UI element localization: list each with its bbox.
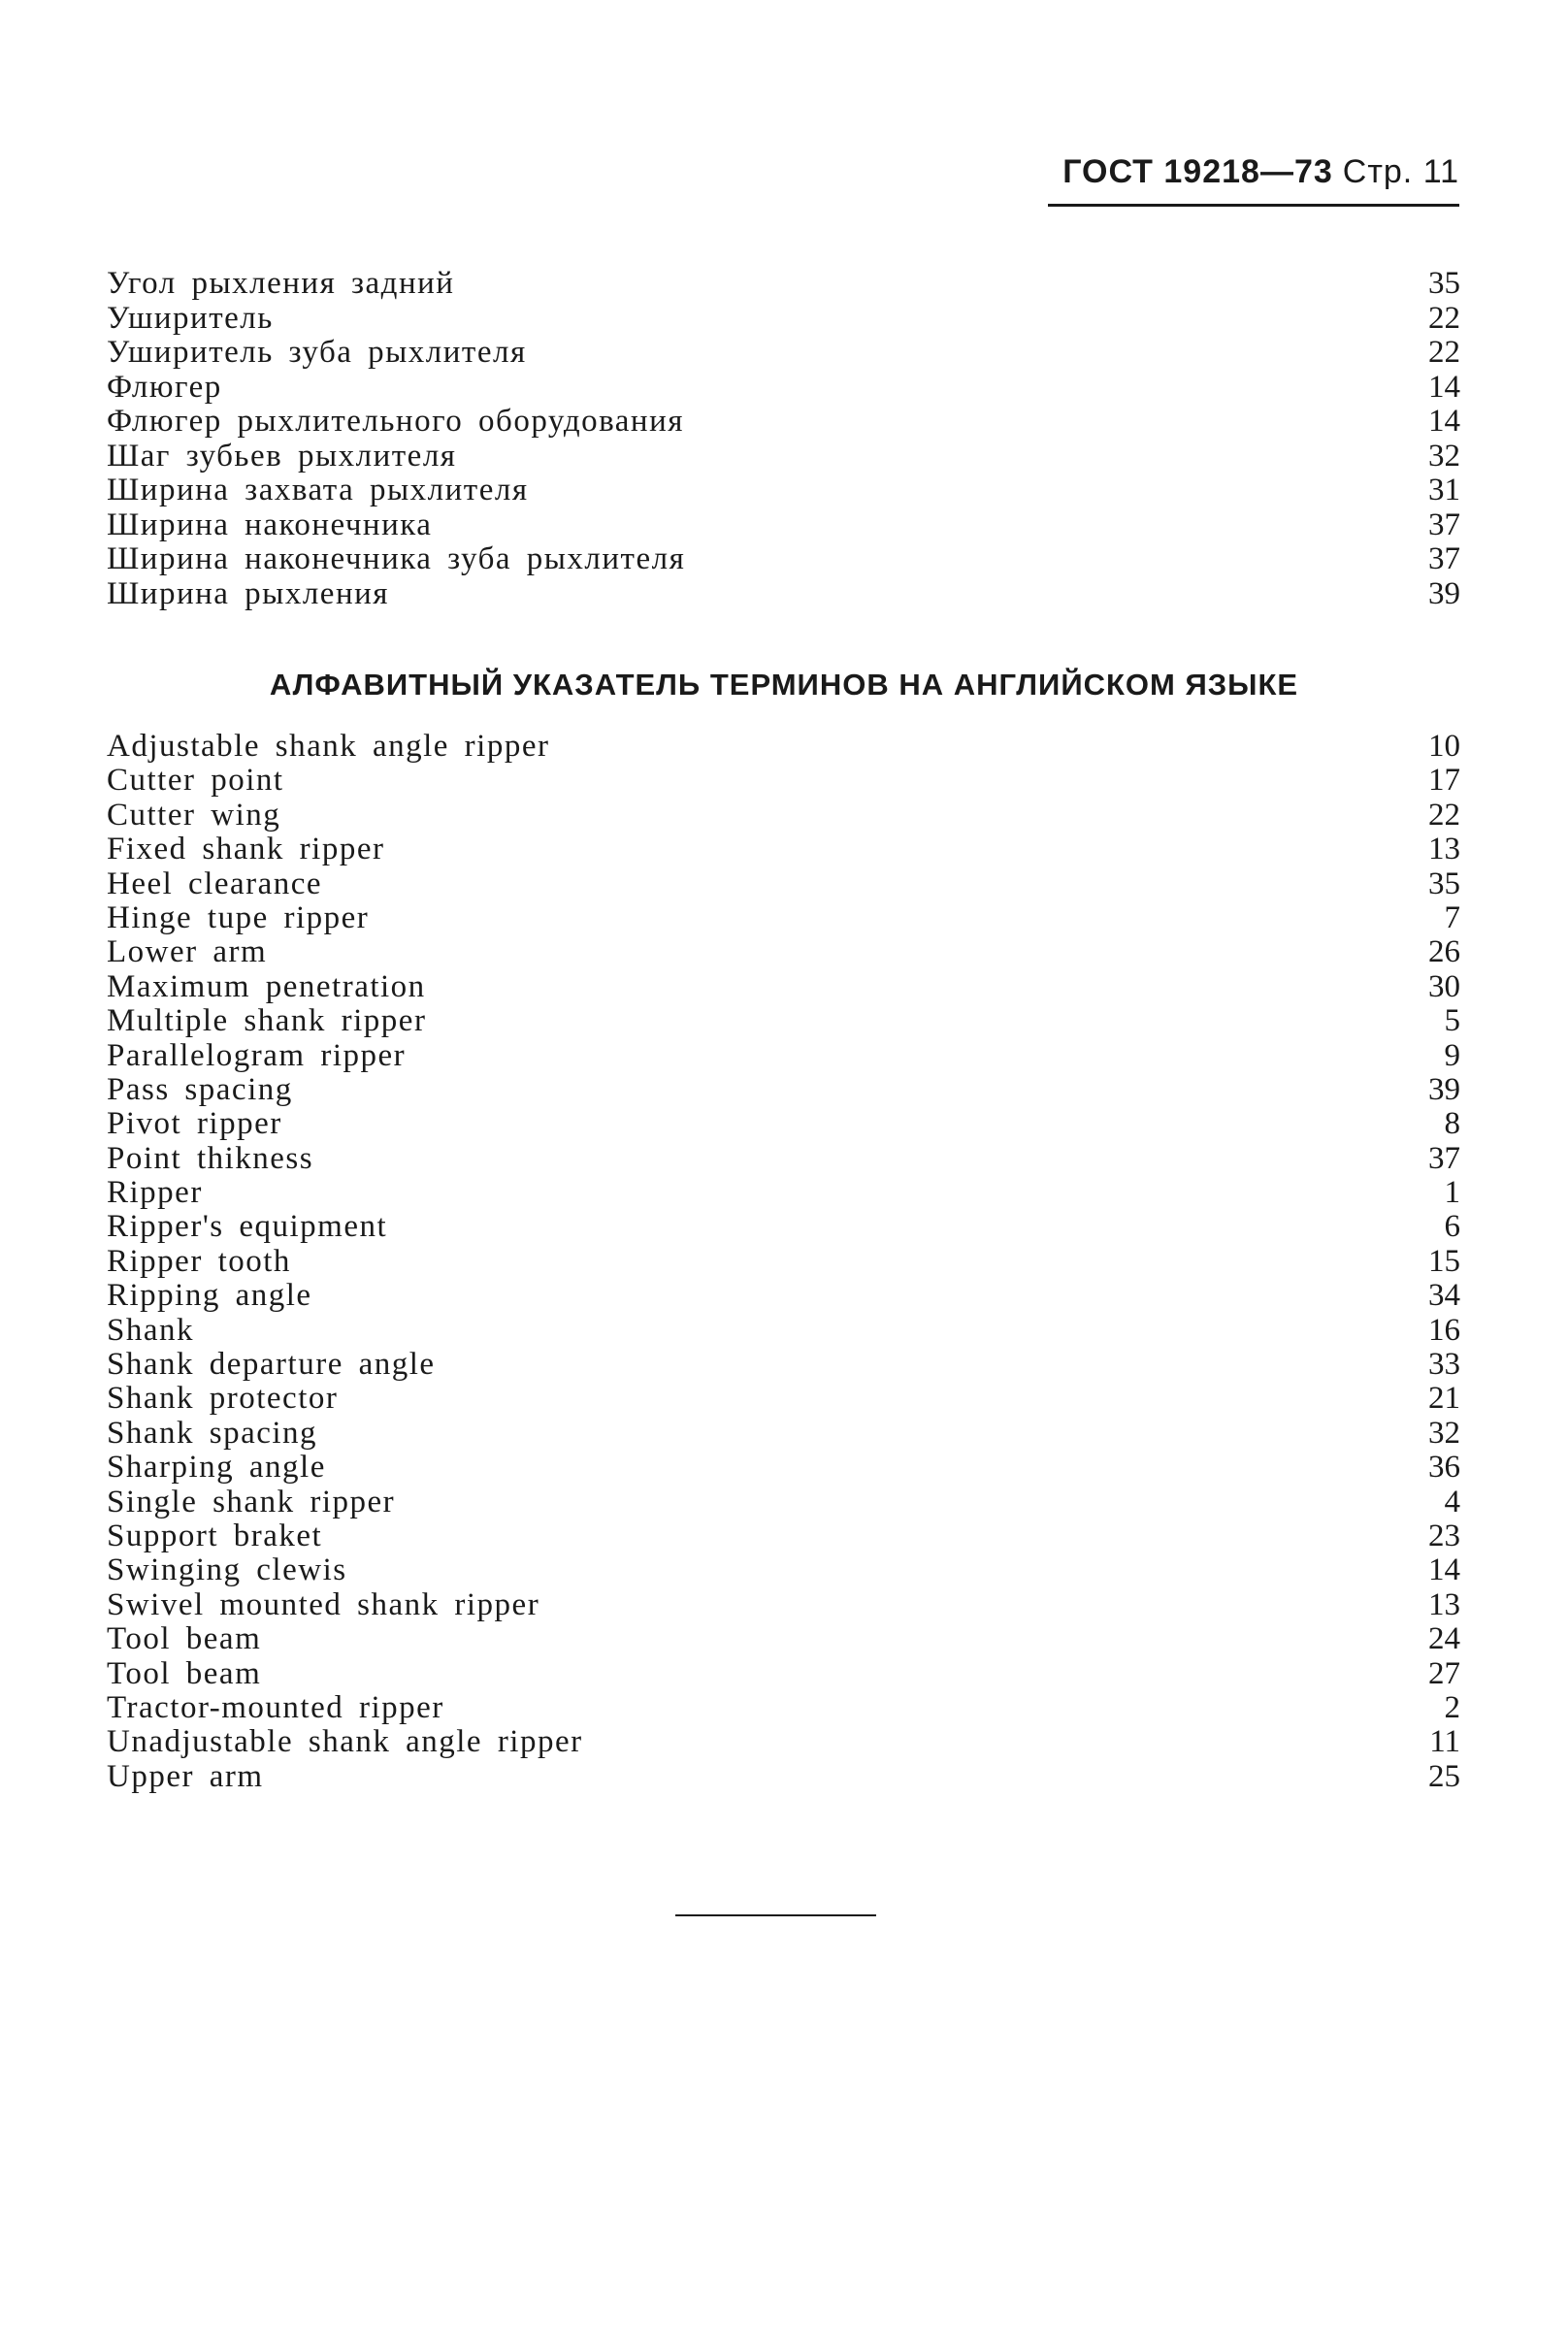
index-entry bbox=[107, 935, 1460, 969]
index-entry bbox=[107, 371, 1460, 406]
index-entry bbox=[107, 1588, 1460, 1622]
index-term: Ripper tooth bbox=[107, 1243, 291, 1279]
index-entry bbox=[107, 440, 1460, 474]
index-entry bbox=[107, 1004, 1460, 1038]
index-term: Флюгер bbox=[107, 369, 222, 405]
index-number: 14 bbox=[1428, 1552, 1460, 1588]
index-term: Heel clearance bbox=[107, 866, 323, 901]
index-term: Cutter point bbox=[107, 763, 284, 799]
index-entry bbox=[107, 1245, 1460, 1279]
index-term: Tool beam bbox=[107, 1621, 262, 1657]
index-number: 22 bbox=[1428, 797, 1460, 833]
index-number: 39 bbox=[1428, 1071, 1460, 1107]
index-number: 14 bbox=[1428, 369, 1460, 405]
index-entry bbox=[107, 833, 1460, 866]
index-number: 35 bbox=[1428, 266, 1460, 301]
index-number: 2 bbox=[1444, 1689, 1460, 1725]
index-number: 30 bbox=[1428, 968, 1460, 1004]
index-term: Swinging clewis bbox=[107, 1552, 347, 1588]
index-entry bbox=[107, 764, 1460, 798]
index-term: Pivot ripper bbox=[107, 1106, 282, 1142]
index-entry bbox=[107, 1417, 1460, 1451]
index-term: Parallelogram ripper bbox=[107, 1037, 407, 1073]
index-number: 37 bbox=[1428, 541, 1460, 576]
index-term: Hinge tupe ripper bbox=[107, 899, 370, 935]
index-entry bbox=[107, 1348, 1460, 1382]
index-entry bbox=[107, 1279, 1460, 1313]
page-header bbox=[1062, 153, 1459, 191]
index-number: 27 bbox=[1428, 1655, 1460, 1691]
index-term: Флюгер рыхлительного оборудования bbox=[107, 404, 684, 439]
index-term: Ширина наконечника bbox=[107, 506, 433, 542]
english-index-heading: АЛФАВИТНЫЙ УКАЗАТЕЛЬ ТЕРМИНОВ НА АНГЛИЙСКОМ ЯЗЫКЕ bbox=[269, 668, 1299, 702]
index-term: Maximum penetration bbox=[107, 968, 426, 1004]
index-number: 5 bbox=[1444, 1003, 1460, 1039]
index-entry bbox=[107, 1760, 1460, 1794]
index-term: Угол рыхления задний bbox=[107, 266, 455, 301]
index-entry bbox=[107, 1519, 1460, 1553]
index-term: Fixed shank ripper bbox=[107, 832, 385, 867]
index-term: Sharping angle bbox=[107, 1450, 326, 1486]
index-entry bbox=[107, 1176, 1460, 1210]
index-term: Шаг зубьев рыхлителя bbox=[107, 438, 457, 474]
index-term: Shank bbox=[107, 1312, 194, 1348]
index-term: Ширина наконечника зуба рыхлителя bbox=[107, 541, 686, 576]
index-term: Ширина захвата рыхлителя bbox=[107, 473, 529, 507]
index-entry bbox=[107, 1142, 1460, 1176]
index-entry bbox=[107, 405, 1460, 440]
index-number: 7 bbox=[1444, 899, 1460, 935]
index-number: 13 bbox=[1428, 832, 1460, 867]
standard-number: ГОСТ 19218—73 bbox=[1062, 153, 1333, 190]
index-number: 36 bbox=[1428, 1450, 1460, 1486]
index-term: Point thikness bbox=[107, 1140, 314, 1176]
index-entry bbox=[107, 970, 1460, 1004]
index-number: 26 bbox=[1428, 934, 1460, 970]
index-number: 11 bbox=[1429, 1724, 1460, 1760]
index-term: Lower arm bbox=[107, 934, 268, 970]
index-entry bbox=[107, 1657, 1460, 1691]
index-term: Уширитель bbox=[107, 300, 274, 336]
index-number: 1 bbox=[1444, 1175, 1460, 1211]
index-entry bbox=[107, 1691, 1460, 1725]
index-entry bbox=[107, 1382, 1460, 1416]
index-entry bbox=[107, 1210, 1460, 1244]
index-term: Swivel mounted shank ripper bbox=[107, 1586, 540, 1622]
index-number: 31 bbox=[1428, 473, 1460, 507]
index-number: 21 bbox=[1428, 1381, 1460, 1417]
index-number: 16 bbox=[1428, 1312, 1460, 1348]
index-number: 4 bbox=[1444, 1484, 1460, 1519]
index-number: 34 bbox=[1428, 1278, 1460, 1314]
russian-index-list bbox=[107, 267, 1460, 611]
index-entry bbox=[107, 302, 1460, 337]
index-term: Shank spacing bbox=[107, 1415, 318, 1451]
index-entry bbox=[107, 901, 1460, 935]
index-term: Tractor-mounted ripper bbox=[107, 1689, 444, 1725]
index-entry bbox=[107, 1451, 1460, 1485]
index-number: 22 bbox=[1428, 300, 1460, 336]
index-entry bbox=[107, 508, 1460, 543]
end-rule bbox=[675, 1914, 876, 1916]
index-number: 32 bbox=[1428, 438, 1460, 474]
index-term: Shank departure angle bbox=[107, 1347, 436, 1383]
index-entry bbox=[107, 1073, 1460, 1107]
index-number: 37 bbox=[1428, 506, 1460, 542]
index-term: Ripping angle bbox=[107, 1278, 312, 1314]
index-number: 9 bbox=[1444, 1037, 1460, 1073]
index-term: Shank protector bbox=[107, 1381, 339, 1417]
index-term: Upper arm bbox=[107, 1758, 264, 1794]
index-term: Ripper's equipment bbox=[107, 1209, 388, 1245]
index-entry bbox=[107, 1622, 1460, 1656]
index-term: Tool beam bbox=[107, 1655, 262, 1691]
index-entry bbox=[107, 474, 1460, 508]
index-entry bbox=[107, 1725, 1460, 1759]
index-number: 6 bbox=[1444, 1209, 1460, 1245]
index-entry bbox=[107, 867, 1460, 901]
index-number: 15 bbox=[1428, 1243, 1460, 1279]
index-entry bbox=[107, 799, 1460, 833]
index-term: Cutter wing bbox=[107, 797, 281, 833]
index-entry bbox=[107, 267, 1460, 302]
index-number: 39 bbox=[1428, 575, 1460, 611]
index-entry bbox=[107, 1553, 1460, 1587]
header-rule bbox=[1048, 204, 1459, 207]
index-entry bbox=[107, 542, 1460, 577]
index-entry bbox=[107, 577, 1460, 612]
index-number: 25 bbox=[1428, 1758, 1460, 1794]
index-entry bbox=[107, 1107, 1460, 1141]
index-number: 35 bbox=[1428, 866, 1460, 901]
index-number: 17 bbox=[1428, 763, 1460, 799]
index-entry bbox=[107, 336, 1460, 371]
index-term: Unadjustable shank angle ripper bbox=[107, 1724, 583, 1760]
index-term: Уширитель зуба рыхлителя bbox=[107, 335, 527, 370]
english-index-list bbox=[107, 730, 1460, 1794]
index-term: Single shank ripper bbox=[107, 1484, 396, 1519]
index-number: 23 bbox=[1428, 1518, 1460, 1553]
index-number: 14 bbox=[1428, 404, 1460, 439]
index-number: 37 bbox=[1428, 1140, 1460, 1176]
index-term: Pass spacing bbox=[107, 1071, 293, 1107]
index-entry bbox=[107, 1314, 1460, 1348]
index-number: 24 bbox=[1428, 1621, 1460, 1657]
page-number: Стр. 11 bbox=[1342, 153, 1459, 190]
index-number: 33 bbox=[1428, 1347, 1460, 1383]
index-number: 13 bbox=[1428, 1586, 1460, 1622]
index-number: 32 bbox=[1428, 1415, 1460, 1451]
index-entry bbox=[107, 1039, 1460, 1073]
index-term: Multiple shank ripper bbox=[107, 1003, 427, 1039]
index-term: Ширина рыхления bbox=[107, 575, 389, 611]
index-entry bbox=[107, 730, 1460, 764]
index-number: 8 bbox=[1444, 1106, 1460, 1142]
index-number: 10 bbox=[1428, 729, 1460, 764]
index-term: Ripper bbox=[107, 1175, 203, 1211]
index-entry bbox=[107, 1486, 1460, 1519]
index-term: Support braket bbox=[107, 1518, 323, 1553]
index-term: Adjustable shank angle ripper bbox=[107, 729, 550, 764]
index-number: 22 bbox=[1428, 335, 1460, 370]
